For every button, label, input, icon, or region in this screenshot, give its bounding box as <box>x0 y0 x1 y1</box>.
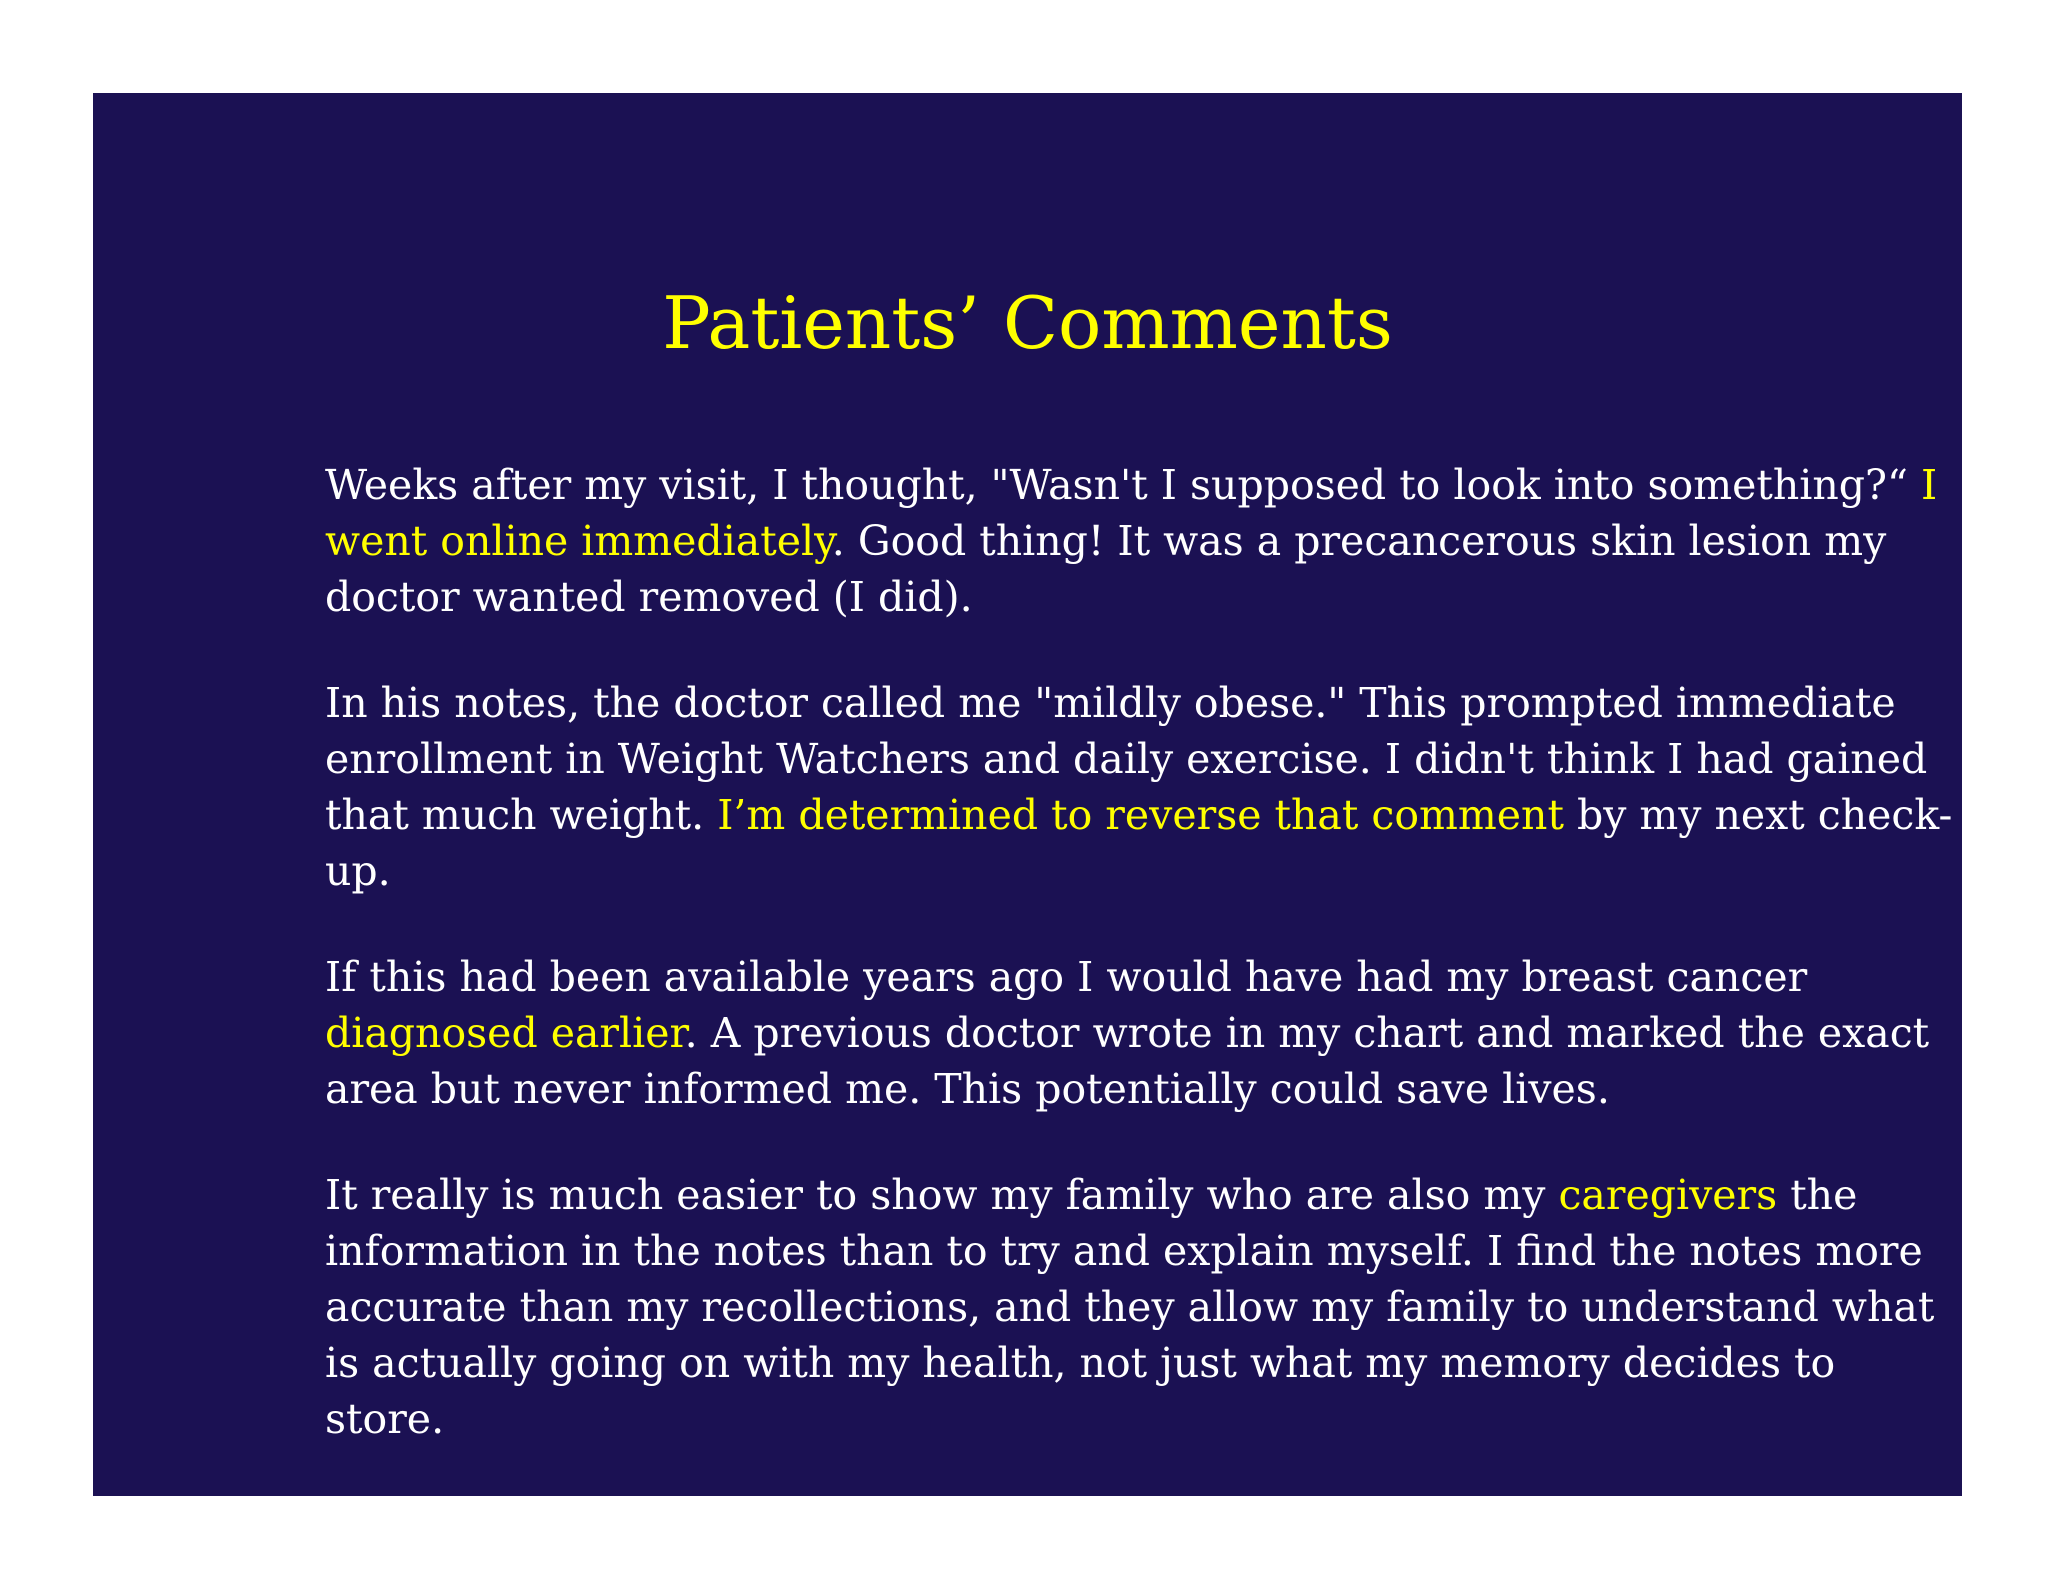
comment-highlight: diagnosed earlier <box>325 1009 685 1057</box>
comment-text: If this had been available years ago I would have had my breast cancer <box>325 953 1808 1001</box>
comment-highlight: caregivers <box>1558 1171 1778 1219</box>
comment-text: Weeks after my visit, I thought, "Wasn't I supposed to look into something?“ <box>325 461 1921 509</box>
comment-text: In his notes, the doctor called me "mildly obese." This prompted immediate enrollment in Weight Watchers and daily exercise. I didn't think I had gained that much weight. <box>325 679 1928 839</box>
comments-body <box>325 457 1965 1497</box>
comment-text: It really is much easier to show my family who are also my <box>325 1171 1559 1219</box>
comment-paragraph <box>325 457 1965 625</box>
comment-paragraph <box>325 949 1965 1117</box>
slide <box>93 93 1962 1496</box>
comment-text: by my next check-up. <box>325 791 1953 895</box>
comment-text: . A previous doctor wrote in my chart and marked the exact area but never informed me. This potentially could save lives. <box>325 1009 1930 1113</box>
comment-text: the information in the notes than to try and explain myself. I find the notes more accurate than my recollections, and they allow my family to understand what is actually going on with my health, not just what my memory decides to store. <box>325 1171 1935 1443</box>
comment-paragraph <box>325 1167 1965 1447</box>
comment-text: . Good thing! It was a precancerous skin lesion my doctor wanted removed (I did). <box>325 517 1887 621</box>
slide-title: Patients’ Comments <box>662 281 1393 365</box>
comment-paragraph <box>325 675 1965 899</box>
comment-highlight: I’m determined to reverse that comment <box>717 791 1564 839</box>
comment-highlight: I went online immediately <box>325 461 1938 565</box>
